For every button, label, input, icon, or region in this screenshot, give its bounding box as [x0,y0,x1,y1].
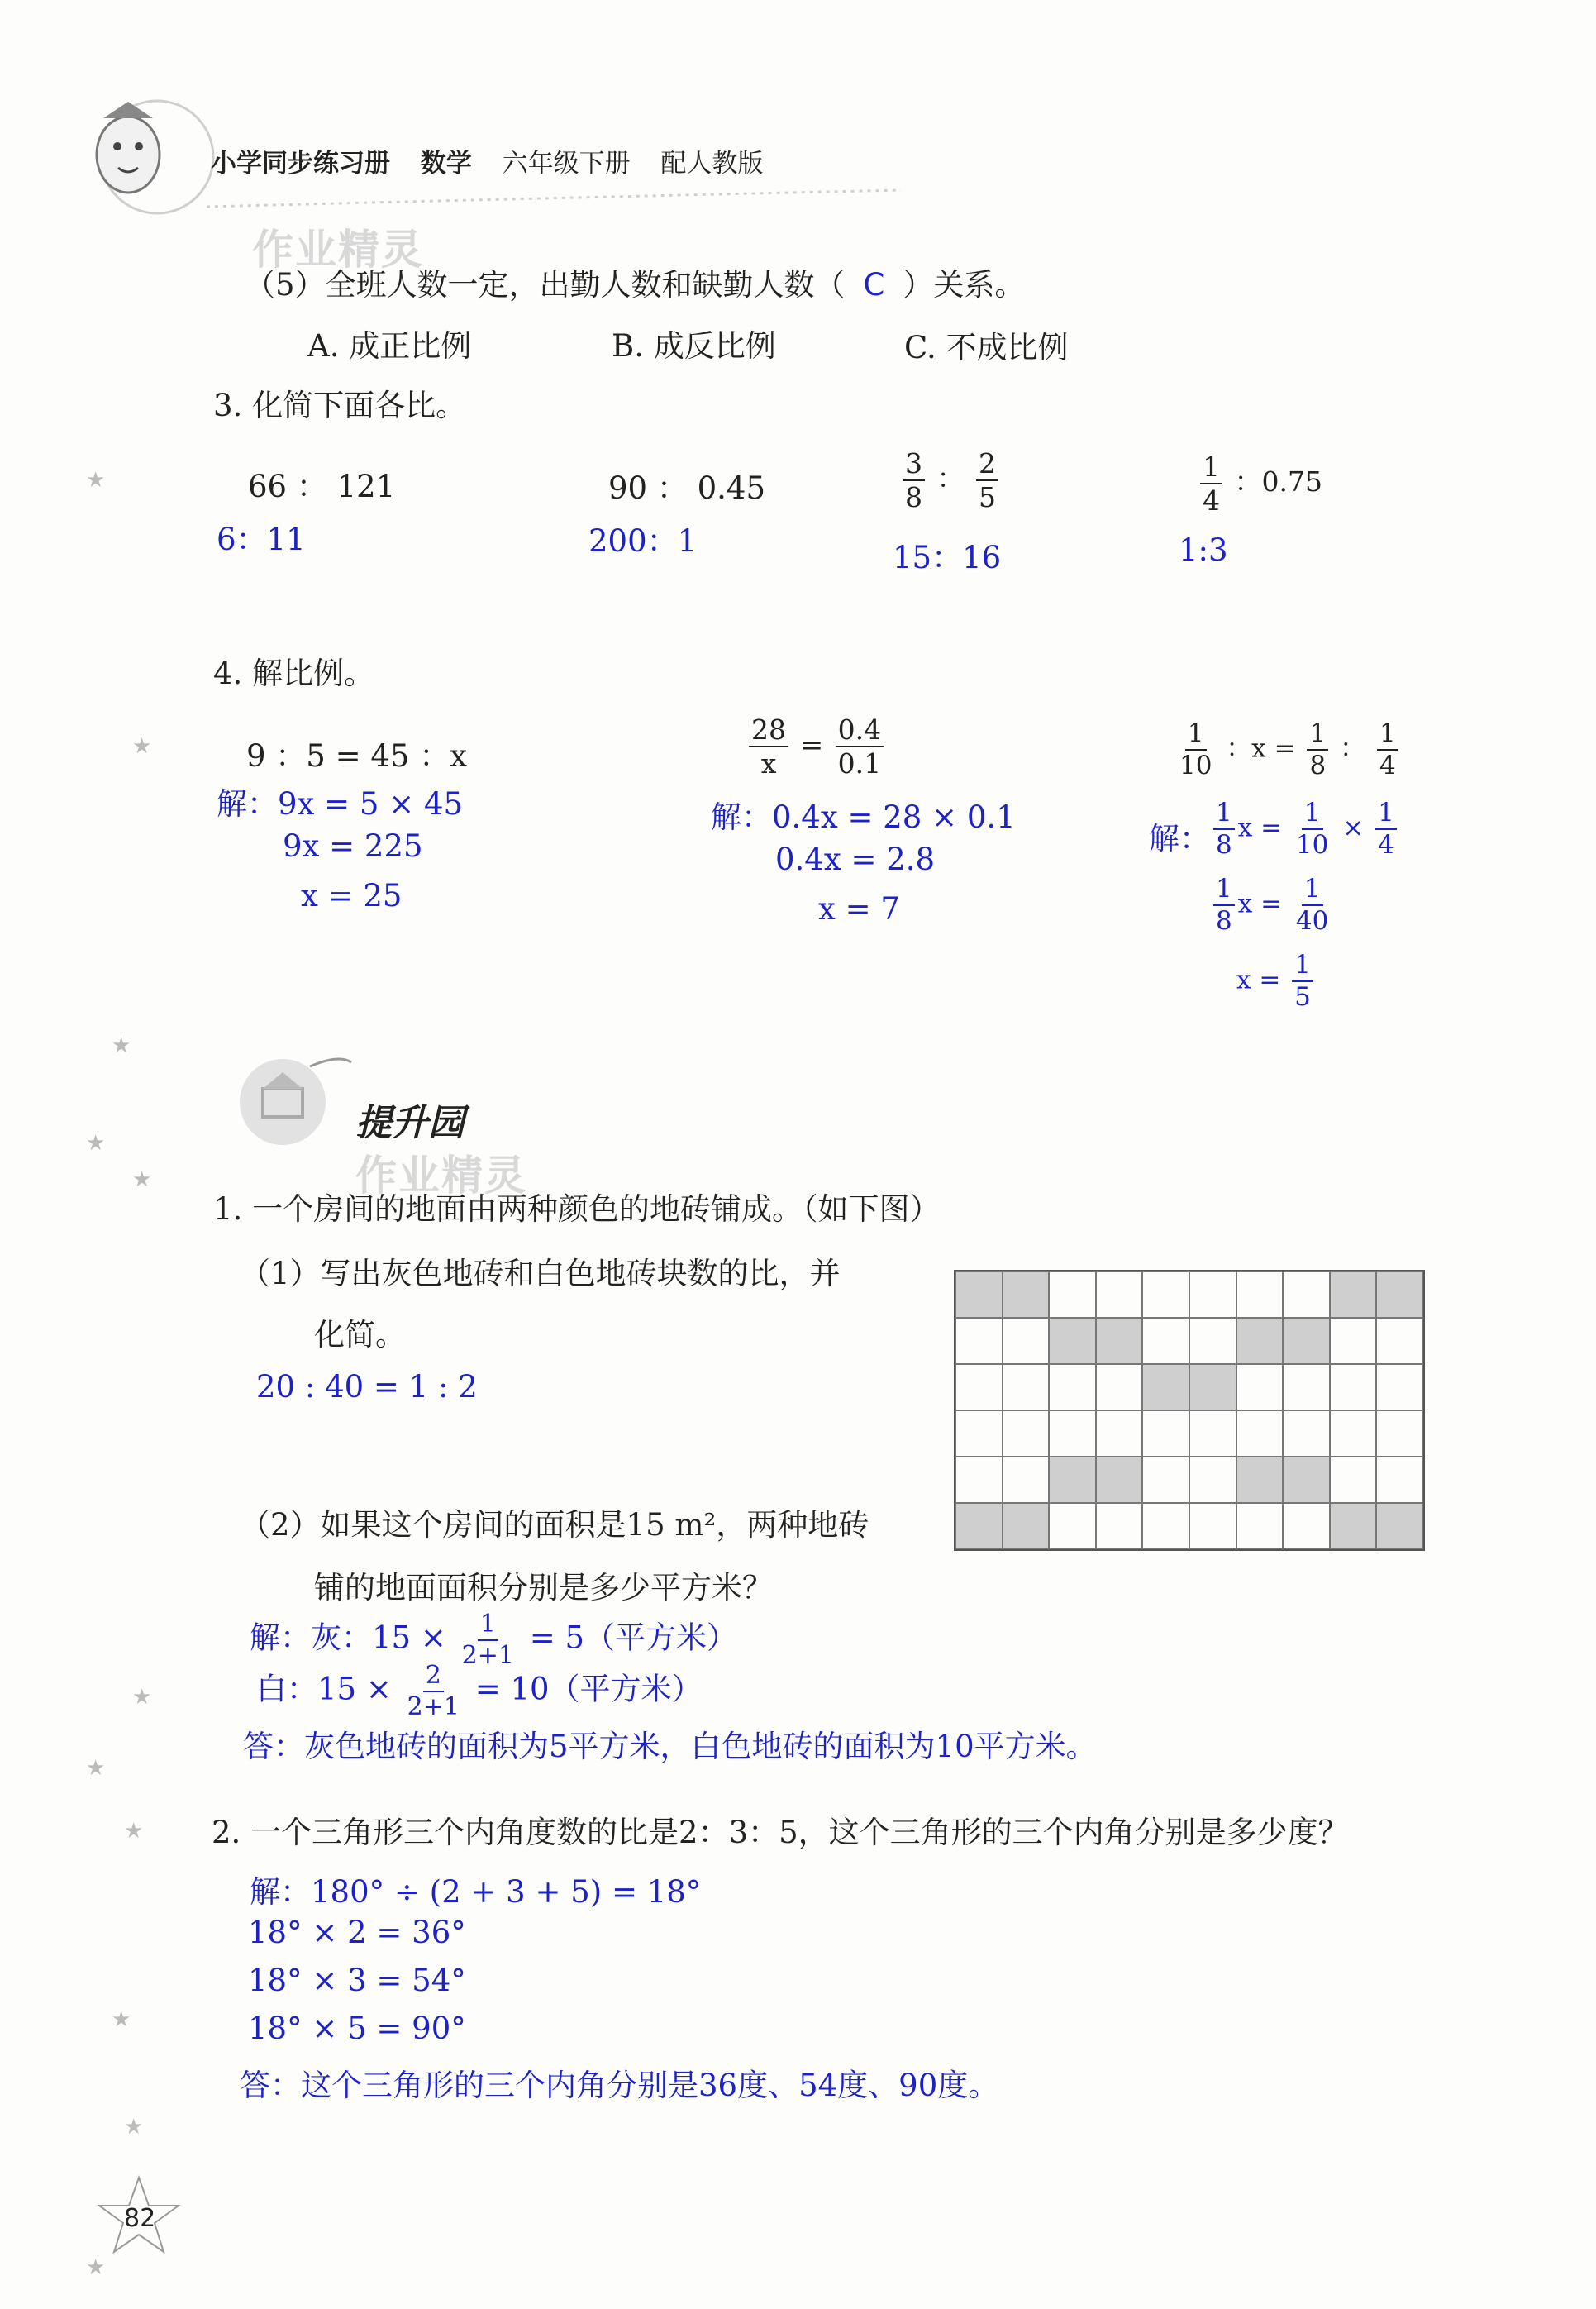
q3-answer-2: 200：1 [588,523,698,559]
white-tile [955,1457,1003,1503]
white-tile [1330,1410,1377,1457]
white-tile [1096,1503,1143,1549]
gray-tile [1049,1318,1096,1364]
q5-option-c: C. 不成比例 [904,330,1069,365]
q3-problem-3: $\frac{3}{8}$ ： $\frac{2}{5}$ [899,450,1002,511]
q4-p2-step-2: 0.4x = 2.8 [775,842,936,877]
header-grade: 六年级下册 [502,149,631,179]
t1-answer: 答：灰色地砖的面积为5平方米，白色地砖的面积为10平方米。 [243,1729,1097,1764]
q3-title: 3. 化简下面各比。 [213,388,467,423]
white-tile [1189,1271,1236,1318]
t2-answer: 答：这个三角形的三个内角分别是36度、54度、90度。 [240,2068,999,2103]
gray-tile [955,1503,1003,1549]
white-tile [955,1364,1003,1410]
t2-step-4: 18° × 5 = 90° [248,2011,466,2046]
q4-p2-step-3: x = 7 [818,891,900,927]
q5-stem [245,260,1025,304]
gray-tile [1189,1364,1236,1410]
gray-tile [1049,1457,1096,1503]
star-icon: ★ [86,468,106,493]
gray-tile [1283,1457,1330,1503]
white-tile [1376,1318,1423,1364]
t2-step-3: 18° × 3 = 54° [248,1963,466,1998]
star-icon: ★ [86,1756,106,1781]
q4-p3-step-3: x = $\frac{1}{5}$ [1236,952,1317,1010]
white-tile [1142,1503,1189,1549]
white-tile [1330,1364,1377,1410]
white-tile [1096,1271,1143,1318]
star-icon: ★ [132,1685,152,1710]
header-subject: 数学 [420,149,472,179]
q4-problem-1: 9 ：5 = 45 ：x [246,738,468,774]
q4-p2-step-1: 解：0.4x = 28 × 0.1 [711,799,1016,835]
star-icon: ★ [124,1819,144,1844]
white-tile [1283,1410,1330,1457]
white-tile [1236,1410,1284,1457]
white-tile [1330,1318,1377,1364]
white-tile [1376,1410,1423,1457]
q4-p1-step-2: 9x = 225 [283,828,423,864]
star-icon: ★ [86,2255,106,2280]
t2-title: 2. 一个三角形三个内角度数的比是2：3：5，这个三角形的三个内角分别是多少度？ [212,1815,1349,1850]
gray-tile [1376,1503,1423,1549]
q3-problem-1: 66 ： 121 [248,469,396,504]
star-icon: ★ [124,2115,144,2140]
header-book-title: 小学同步练习册 [211,149,390,179]
white-tile [1142,1457,1189,1503]
header-edition: 配人教版 [660,149,764,179]
white-tile [1049,1364,1096,1410]
white-tile [1283,1503,1330,1549]
t2-step-2: 18° × 2 = 36° [248,1915,466,1950]
gray-tile [1096,1318,1143,1364]
gray-tile [1003,1271,1050,1318]
white-tile [1049,1271,1096,1318]
white-tile [1003,1318,1050,1364]
q3-answer-3: 15：16 [893,540,1002,575]
q4-title: 4. 解比例。 [213,656,375,691]
t1-sub2-line2: 铺的地面面积分别是多少平方米？ [314,1570,773,1605]
white-tile [1142,1318,1189,1364]
q4-p3-step-2: $\frac{1}{8}$ x = $\frac{1}{40}$ [1210,876,1334,934]
gray-tile [1236,1457,1284,1503]
star-icon: ★ [112,1033,131,1058]
star-icon: ★ [112,2007,131,2032]
star-icon: ★ [132,734,152,759]
white-tile [1003,1364,1050,1410]
q3-problem-2: 90 ： 0.45 [608,470,766,506]
t1-sub1-line2: 化简。 [314,1317,406,1352]
section-title: 提升园 [355,1102,465,1144]
t2-step-1: 解：180° ÷ (2 + 3 + 5) = 18° [250,1874,702,1910]
q4-p3-step-1: $\frac{1}{8}$ x = $\frac{1}{10}$ × $\frac{1}{4}$ [1210,800,1400,858]
white-tile [1142,1410,1189,1457]
q4-problem-3: $\frac{1}{10}$ ：x = $\frac{1}{8}$ ： $\frac{1}{4}$ [1174,721,1402,779]
t1-sub1-answer: 20 : 40 = 1 : 2 [256,1369,478,1405]
gray-tile [1003,1503,1050,1549]
white-tile [1189,1318,1236,1364]
t1-sub2-line1: （2）如果这个房间的面积是15 m²，两种地砖 [240,1507,869,1543]
white-tile [955,1410,1003,1457]
mascot-icon [79,95,178,203]
q4-p1-step-3: x = 25 [301,878,403,914]
gray-tile [1142,1364,1189,1410]
white-tile [1236,1503,1284,1549]
q3-answer-4: 1:3 [1179,532,1228,568]
q5-option-b: B. 成反比例 [612,328,776,364]
gray-tile [955,1271,1003,1318]
gray-tile [1376,1271,1423,1318]
gray-tile [1330,1503,1377,1549]
white-tile [1283,1364,1330,1410]
watermark: 作业精灵 [355,1152,527,1200]
q5-answer: C [863,267,885,303]
white-tile [1049,1503,1096,1549]
q5-option-a: A. 成正比例 [307,328,472,364]
t1-sub1-line1: （1）写出灰色地砖和白色地砖块数的比，并 [240,1256,841,1291]
gray-tile [1096,1457,1143,1503]
t1-solution-gray: 解：灰：15 × $\frac{1}{2+1}$ = 5（平方米） [250,1610,738,1670]
white-tile [1376,1457,1423,1503]
white-tile [1003,1410,1050,1457]
white-tile [1283,1271,1330,1318]
white-tile [1096,1364,1143,1410]
star-icon: ★ [132,1167,152,1192]
q3-problem-4: $\frac{1}{4}$ ：0.75 [1197,453,1322,514]
section-icon [231,1046,355,1153]
white-tile [1189,1410,1236,1457]
white-tile [1330,1457,1377,1503]
star-icon: ★ [86,1131,106,1156]
page-number: 82 [124,2204,156,2233]
white-tile [1376,1364,1423,1410]
white-tile [1142,1271,1189,1318]
white-tile [1189,1457,1236,1503]
gray-tile [1283,1318,1330,1364]
watermark: 作业精灵 [252,226,424,274]
t1-solution-white: 白：15 × $\frac{2}{2+1}$ = 10（平方米） [256,1661,703,1721]
gray-tile [1330,1271,1377,1318]
white-tile [1236,1364,1284,1410]
q3-answer-1: 6：11 [217,522,306,557]
q4-problem-2: $\frac{28}{x}$ = $\frac{0.4}{0.1}$ [746,716,887,777]
white-tile [1096,1410,1143,1457]
q4-p3-label: 解： [1149,821,1210,856]
q5-stem-before: （5）全班人数一定，出勤人数和缺勤人数（ [245,267,846,303]
q4-p1-step-1: 解：9x = 5 × 45 [217,786,464,822]
white-tile [955,1318,1003,1364]
white-tile [1236,1271,1284,1318]
t1-title: 1. 一个房间的地面由两种颜色的地砖铺成。（如下图） [213,1191,941,1227]
gray-tile [1236,1318,1284,1364]
white-tile [1049,1410,1096,1457]
white-tile [1189,1503,1236,1549]
white-tile [1003,1457,1050,1503]
q5-stem-after: ）关系。 [903,267,1026,303]
floor-tile-grid [954,1270,1425,1551]
